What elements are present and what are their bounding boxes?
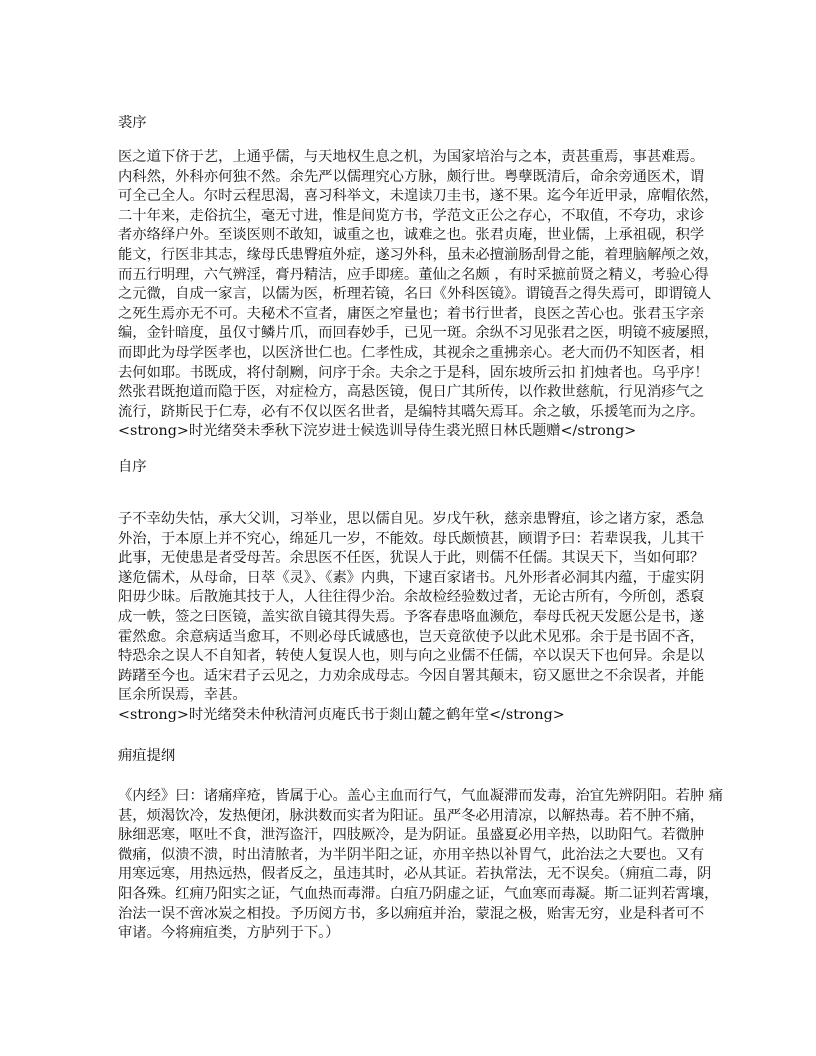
paragraph-line: 此事，无使患是者受母苦。余思医不任医，犹误人于此，则儒不任儒。其误天下，当如何耶？	[118, 550, 705, 567]
paragraph-line: 霍然愈。余意病适当愈耳，不则必母氏诚感也，岂天竟欲使予以此术见邪。余于是书固不吝，	[118, 628, 705, 645]
paragraph-line: 者亦络绎户外。至谈医则不敢知，诚重之也，诚难之也。张君贞庵，世业儒，上承祖砚，积学	[118, 227, 705, 244]
section-heading: 自序	[118, 459, 147, 475]
paragraph-line: 阳各殊。红痈乃阳实之证，气血热而毒滞。白疽乃阴虚之证，气血寒而毒凝。斯二证判若霄壤，	[118, 885, 719, 902]
section-heading: 痈疽提纲	[118, 748, 176, 764]
qiu-preface-body	[118, 148, 718, 442]
paragraph-line: 然张君既抱道而隐于医，对症检方，高悬医镜，俔日广其所传，以作救世慈航，行见消疹气之	[118, 384, 705, 401]
paragraph-line: 子不幸幼失怙，承大父训，习举业，思以儒自见。岁戊午秋，慈亲患臀疽，诊之诸方家，悉急	[118, 511, 705, 527]
paragraph-line: 踌躇至今也。适宋君子云见之，力劝余成母志。今因自署其颠末，窃又愿世之不余误者，并能	[118, 667, 705, 684]
heading-outline	[118, 747, 718, 767]
paragraph-line: 治法一误不啻冰炭之相投。予历阅方书，多以痈疽并治，蒙混之极，贻害无穷，业是科者可不	[118, 905, 705, 922]
signature-line: <strong>时光绪癸未仲秋清河贞庵氏书于剡山麓之鹤年堂</strong>	[118, 706, 565, 723]
outline-body	[118, 787, 724, 944]
section-heading: 裘序	[118, 115, 147, 131]
paragraph-line: 成一帙，签之曰医镜，盖实欲自镜其得失焉。予客春患咯血濒危，奉母氏祝天发愿公是书，遂	[118, 608, 705, 625]
signature-line: <strong>时光绪癸未季秋下浣岁进士候选训导侍生裘光照日林氏题赠</strong>	[118, 423, 637, 440]
paragraph-line: 之死生焉亦无不可。夫秘术不宣者，庸医之窄量也；着书行世者，良医之苦心也。张君玉字亲	[118, 305, 705, 322]
paragraph-line: 用寒远寒，用热远热，假者反之，虽违其时，必从其证。若执常法，无不误矣。（痈疽二毒，阴	[118, 866, 712, 883]
paragraph-line: 审诸。今将痈疽类，方胪列于下。）	[118, 925, 340, 942]
paragraph-line: 二十年来，走俗抗尘，毫无寸进，惟是间览方书，学范文正公之存心，不取值，不夸功，求诊	[118, 207, 705, 224]
heading-self-preface	[118, 458, 718, 478]
paragraph-line: 脉细恶寒，呕吐不食，泄泻盗汗，四肢厥冷，是为阴证。虽盛夏必用辛热，以助阳气。若微肿	[118, 827, 705, 844]
paragraph-line: 去何如耶。书既成，将付剞劂，问序于余。夫余之于是科，固东坡所云扣 扪烛者也。乌乎序！	[118, 364, 709, 381]
paragraph-line: 《内经》曰：诸痛痒疮，皆属于心。盖心主血而行气，气血凝滞而发毒，治宜先辨阴阳。若肿 痛	[118, 788, 724, 804]
paragraph-line: 微痛，似溃不溃，时出清脓者，为半阴半阳之证，亦用辛热以补胃气，此治法之大要也。又有	[118, 846, 705, 863]
paragraph-line: 编，金针暗度，虽仅寸鳞片爪，而回春妙手，已见一斑。余纵不习见张君之医，明镜不疲屡照，	[118, 325, 719, 342]
paragraph-line: 外治，于本原上并不究心，绵延几一岁，不能效。母氏颇愤甚，顾谓予曰：若辈误我，儿其干	[118, 530, 705, 547]
self-preface-body	[118, 510, 718, 726]
paragraph-line: 能文，行医非其志，缘母氏患臀疽外症，遂习外科，虽未必擅湔肠刮骨之能，着理脑解颅之效，	[118, 246, 719, 263]
paragraph-line: 甚，烦渴饮冷，发热便闭，脉洪数而实者为阳证。虽严冬必用清凉，以解热毒。若不肿不痛，	[118, 807, 705, 824]
paragraph-line: 而即此为母学医孝也，以医济世仁也。仁孝性成，其视余之重拂亲心。老大而仍不知医者，相	[118, 344, 705, 361]
paragraph-line: 内科然，外科亦何独不然。余先严以儒理究心方脉，颇行世。粤孽既清后，命余旁通医术，谓	[118, 168, 705, 185]
paragraph-line: 遂危儒术，从母命，日萃《灵》、《素》内典，下逮百家诸书。凡外形者必洞其内蕴，于虚实阴	[118, 569, 705, 586]
paragraph-line: 流行，跻斯民于仁寿，必有不仅以医名世者，是编特其嚆矢焉耳。余之敏，乐援笔而为之序。	[118, 403, 705, 420]
paragraph-line: 匡余所误焉，幸甚。	[118, 687, 247, 704]
paragraph-line: 可全己全人。尔时云程思渴，喜习科举文，未遑读刀圭书，遂不果。迄今年近甲录，席帽依然，	[118, 188, 719, 205]
paragraph-line: 特恐余之误人不自知者，转使人复误人也，则与向之业儒不任儒，卒以误天下也何异。余是以	[118, 648, 705, 665]
heading-qiu-preface	[118, 114, 718, 134]
paragraph-line: 医之道下侪于艺，上通乎儒，与天地权生息之机，为国家培治与之本，责甚重焉，事甚难焉。	[118, 149, 705, 165]
paragraph-line: 阳毋少昧。后散施其技于人，人往往得少治。余故检经验数过者，无论古所有，今所创，悉裒	[118, 589, 705, 606]
paragraph-line: 之元微，自成一家言，以儒为医，析理若镜，名曰《外科医镜》。谓镜吾之得失焉可，即谓镜人	[118, 286, 712, 303]
paragraph-line: 而五行明理，六气辨淫，膏丹精洁，应手即瘥。董仙之名颇 ，有时采摭前贤之精义，考验心得	[118, 266, 709, 283]
